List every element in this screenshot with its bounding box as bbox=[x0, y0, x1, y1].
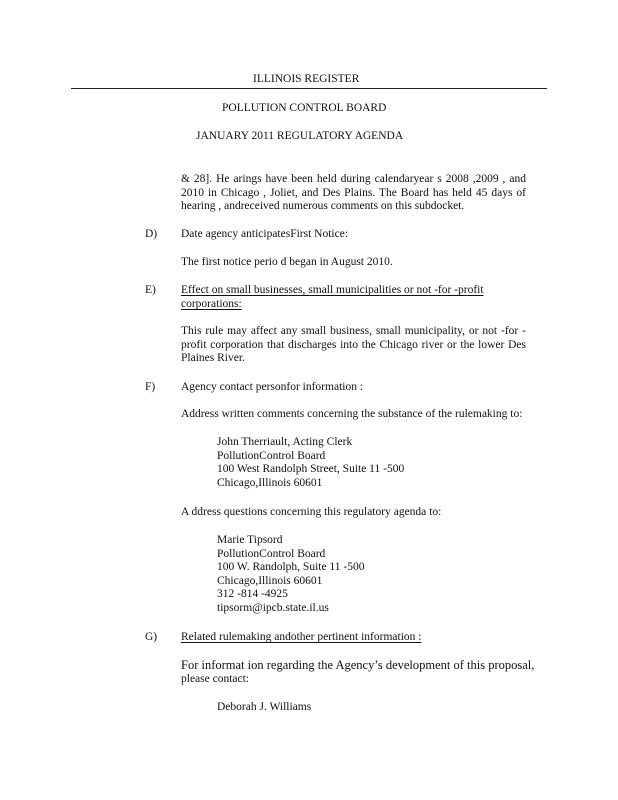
register-title: ILLINOIS REGISTER bbox=[253, 73, 360, 85]
address-line: John Therriault, Acting Clerk bbox=[217, 436, 353, 448]
section-f-letter: F) bbox=[145, 381, 156, 393]
address-line: 100 W. Randolph, Suite 11 -500 bbox=[217, 561, 365, 573]
section-d-body: The first notice perio d began in August 2010. bbox=[181, 256, 393, 268]
address-line: 100 West Randolph Street, Suite 11 -500 bbox=[217, 463, 405, 475]
agenda-title: JANUARY 2011 REGULATORY AGENDA bbox=[196, 130, 404, 142]
williams-contact-name: Deborah J. Williams bbox=[217, 701, 312, 713]
section-e-heading-continued: corporations: bbox=[181, 298, 242, 310]
section-e-letter: E) bbox=[145, 284, 156, 296]
section-f-questions-intro: A ddress questions concerning this regulatory agenda to: bbox=[181, 506, 442, 518]
address-line: PollutionControl Board bbox=[217, 547, 326, 560]
section-f-address-intro: Address written comments concerning the substance of the rulemaking to: bbox=[181, 408, 523, 420]
clerk-address-block bbox=[217, 436, 404, 490]
section-d-letter: D) bbox=[145, 228, 158, 240]
address-line: PollutionControl Board bbox=[217, 449, 326, 462]
email-address: tipsorm@ipcb.state.il.us bbox=[217, 601, 329, 614]
section-e-heading: Effect on small businesses, small municipalities or not -for -profit bbox=[181, 284, 484, 296]
phone-number: 312 -814 -4925 bbox=[217, 588, 288, 600]
section-g-letter: G) bbox=[145, 631, 158, 643]
board-title: POLLUTION CONTROL BOARD bbox=[222, 102, 387, 114]
section-g-body-continued: please contact: bbox=[181, 673, 250, 685]
section-g-body: For informat ion regarding the Agency’s development of this proposal, bbox=[181, 658, 535, 672]
section-d-heading: Date agency anticipatesFirst Notice: bbox=[181, 228, 349, 240]
tipsord-address-block bbox=[217, 534, 364, 615]
section-g-heading: Related rulemaking andother pertinent information : bbox=[181, 631, 422, 643]
address-line: Marie Tipsord bbox=[217, 534, 283, 546]
address-line: Chicago,Illinois 60601 bbox=[217, 476, 323, 489]
header-divider bbox=[71, 88, 547, 89]
address-line: Chicago,Illinois 60601 bbox=[217, 574, 323, 587]
section-f-heading: Agency contact personfor information : bbox=[181, 381, 364, 393]
section-e-body: This rule may affect any small business, small municipality, or not -for - profit corporation that discharges into the Chicago river or the lower Des Plaines River. bbox=[181, 325, 526, 364]
intro-paragraph: & 28]. He arings have been held during calendaryear s 2008 ,2009 , and 2010 in Chicago , Joliet, and Des Plains. The Board has held 45 days of hearing , andreceived numerous comments on this subdocket. bbox=[181, 173, 526, 212]
